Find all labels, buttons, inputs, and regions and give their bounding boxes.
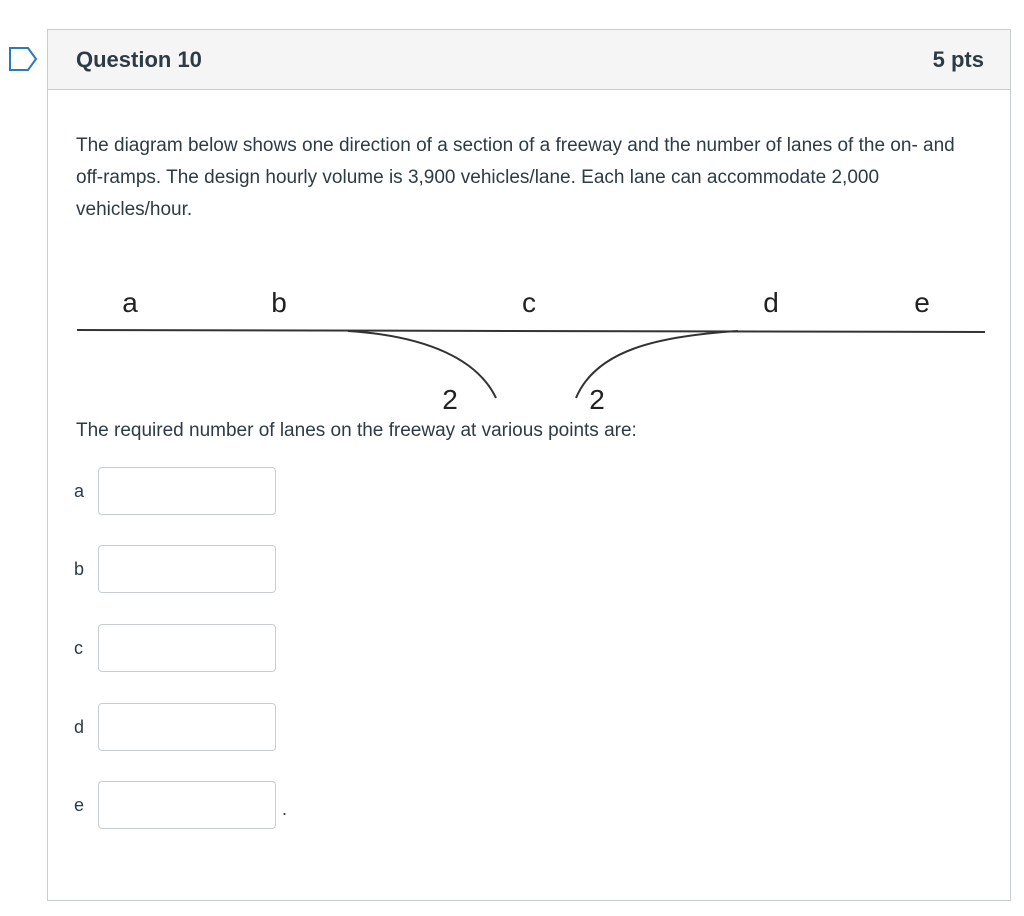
diagram-label-a: a — [122, 287, 138, 318]
off-ramp-lanes-label: 2 — [442, 384, 458, 415]
question-prompt: The required number of lanes on the freeway at various points are: — [76, 420, 637, 441]
answer-input-c[interactable] — [98, 624, 276, 672]
diagram-label-e: e — [914, 287, 930, 318]
freeway-mainline — [77, 330, 985, 332]
question-title: Question 10 — [76, 47, 202, 72]
answer-label-b: b — [74, 559, 85, 579]
off-ramp — [348, 331, 496, 398]
answer-suffix-e: . — [282, 799, 288, 819]
answer-label-e: e — [74, 795, 85, 815]
answer-label-c: c — [74, 638, 83, 658]
answer-input-e[interactable] — [98, 781, 276, 829]
question-card — [47, 29, 1011, 901]
diagram-label-d: d — [763, 287, 779, 318]
answer-input-d[interactable] — [98, 703, 276, 751]
answer-input-b[interactable] — [98, 545, 276, 593]
diagram-label-b: b — [271, 287, 287, 318]
answer-input-a[interactable] — [98, 467, 276, 515]
answer-row-c — [74, 624, 374, 672]
answer-row-a — [74, 467, 374, 515]
freeway-diagram — [48, 250, 1012, 420]
answer-row-b — [74, 545, 374, 593]
answer-row-d — [74, 703, 374, 751]
answer-row-e — [74, 781, 374, 829]
diagram-label-c: c — [522, 287, 536, 318]
question-header — [48, 30, 1010, 90]
question-points: 5 pts — [932, 47, 984, 72]
answer-label-d: d — [74, 717, 85, 737]
answer-label-a: a — [74, 481, 85, 501]
question-text: The diagram below shows one direction of a section of a freeway and the number of lanes of the on- and off-ramps. The design hourly volume is 3,900 vehicles/lane. Each lane can accommodate 2,000 vehicles/hour. — [76, 135, 955, 220]
on-ramp-lanes-label: 2 — [589, 384, 605, 415]
bookmark-flag-icon[interactable] — [8, 46, 38, 72]
